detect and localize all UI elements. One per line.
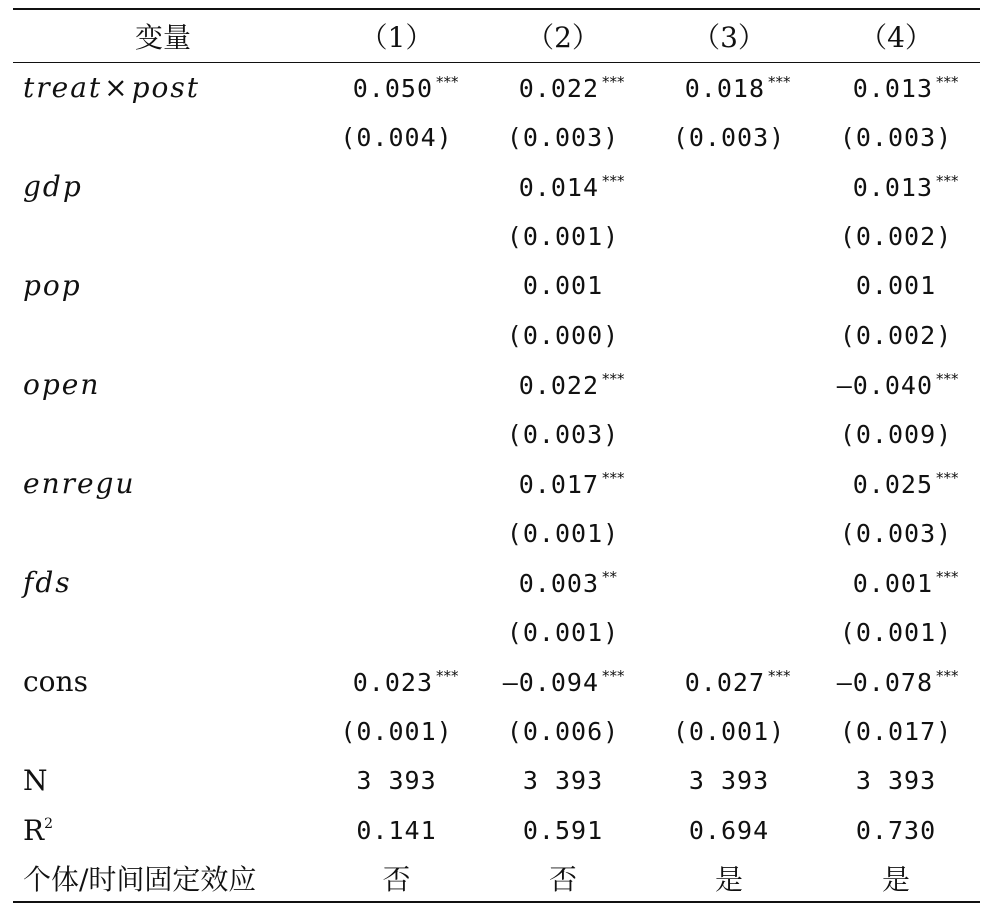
table-row: [13, 410, 980, 460]
se-cell: (0.003): [839, 518, 953, 548]
se-cell: [313, 509, 480, 559]
se-cell: (0.001): [506, 518, 620, 548]
coef-cell: [480, 558, 646, 608]
n-cell: 3 393: [855, 766, 937, 796]
header-variable: 变量: [134, 21, 191, 54]
significance-stars: ***: [936, 567, 959, 586]
r2-cell: 0.730: [855, 815, 937, 845]
coef-value: 0.013: [852, 73, 933, 103]
coef-cell: [646, 657, 812, 707]
row-label-fds: fds: [23, 566, 72, 600]
table-row: [13, 509, 980, 559]
se-cell: [646, 311, 812, 361]
label-treat: treat: [23, 71, 103, 105]
se-cell: (0.001): [506, 221, 620, 251]
se-cell: [313, 608, 480, 658]
coef-value: 0.001: [855, 271, 937, 301]
coef-value: 0.027: [684, 667, 765, 697]
coef-value: —0.078: [836, 667, 933, 697]
coef-value: 0.022: [518, 73, 599, 103]
n-cell: 3 393: [522, 766, 604, 796]
significance-stars: ***: [768, 72, 791, 91]
row-label-cons: cons: [23, 665, 88, 699]
significance-stars: ***: [436, 666, 459, 685]
row-label-fixed-effects: 个体/时间固定效应: [23, 863, 257, 896]
significance-stars: ***: [936, 369, 959, 388]
coef-value: 0.017: [518, 469, 599, 499]
se-cell: [646, 509, 812, 559]
row-label-treat-post: [13, 63, 313, 113]
se-cell: [313, 410, 480, 460]
se-cell: [646, 608, 812, 658]
coef-cell: [480, 162, 646, 212]
coef-cell: [480, 459, 646, 509]
table-row: [13, 707, 980, 757]
se-cell: (0.003): [506, 419, 620, 449]
se-cell: (0.002): [839, 221, 953, 251]
significance-stars: ***: [602, 72, 625, 91]
coef-cell: [480, 657, 646, 707]
n-cell: 3 393: [356, 766, 437, 796]
coef-cell: [646, 261, 812, 311]
se-cell: (0.004): [340, 122, 453, 152]
se-cell: (0.001): [340, 716, 453, 746]
table-row: [13, 558, 980, 608]
significance-stars: ***: [936, 468, 959, 487]
se-cell: (0.003): [672, 122, 786, 152]
header-col-2: （2）: [526, 21, 600, 54]
coef-cell: [313, 657, 480, 707]
significance-stars: ***: [936, 666, 959, 685]
coef-value: 0.003: [518, 568, 599, 598]
coef-cell: [480, 261, 646, 311]
n-cell: 3 393: [688, 766, 770, 796]
row-label-enregu: enregu: [23, 467, 136, 501]
table-row: [13, 113, 980, 163]
coef-cell: [812, 657, 980, 707]
row-label-n: N: [23, 764, 48, 798]
coef-cell: [812, 63, 980, 113]
coef-cell: [812, 459, 980, 509]
coef-value: 0.023: [352, 667, 433, 697]
coef-value: —0.094: [502, 667, 599, 697]
table-row: [13, 261, 980, 311]
r2-superscript: 2: [44, 815, 54, 832]
coef-cell: [480, 63, 646, 113]
significance-stars: ***: [936, 171, 959, 190]
r2-letter: R: [23, 813, 45, 847]
table-row: [13, 806, 980, 856]
coef-value: 0.050: [352, 73, 433, 103]
coef-cell: [646, 63, 812, 113]
coef-cell: [313, 459, 480, 509]
times-sign: ×: [104, 71, 130, 105]
se-cell: (0.001): [506, 617, 620, 647]
coef-value: 0.014: [518, 172, 599, 202]
se-cell: (0.009): [839, 419, 953, 449]
r2-cell: 0.591: [522, 815, 604, 845]
se-cell: (0.003): [839, 122, 953, 152]
coef-cell: [313, 558, 480, 608]
se-cell: [646, 212, 812, 262]
coef-cell: [646, 558, 812, 608]
significance-stars: ***: [436, 72, 459, 91]
header-col-4: （4）: [859, 21, 933, 54]
significance-stars: ***: [602, 468, 625, 487]
significance-stars: **: [602, 567, 617, 586]
se-cell: (0.000): [506, 320, 620, 350]
r2-cell: 0.694: [688, 815, 770, 845]
se-cell: (0.001): [672, 716, 786, 746]
fe-cell: 否: [548, 863, 577, 896]
coef-cell: [313, 360, 480, 410]
coef-value: 0.018: [684, 73, 765, 103]
header-col-3: （3）: [692, 21, 766, 54]
table-row: [13, 212, 980, 262]
se-cell: [313, 212, 480, 262]
se-cell: [646, 410, 812, 460]
se-cell: (0.002): [839, 320, 953, 350]
fe-cell: 是: [714, 863, 743, 896]
row-label-open: open: [23, 368, 101, 402]
table-row: [13, 756, 980, 806]
coef-value: 0.001: [522, 271, 604, 301]
row-label-gdp: gdp: [23, 170, 83, 204]
coef-value: 0.022: [518, 370, 599, 400]
table-row: [13, 459, 980, 509]
coef-cell: [646, 360, 812, 410]
label-post: post: [131, 71, 201, 105]
se-cell: (0.001): [839, 617, 953, 647]
coef-value: 0.025: [852, 469, 933, 499]
coef-value: 0.013: [852, 172, 933, 202]
r2-cell: 0.141: [356, 815, 437, 845]
table-row: [13, 608, 980, 658]
table-row: [13, 657, 980, 707]
row-label-r2: [13, 806, 313, 856]
significance-stars: ***: [602, 171, 625, 190]
significance-stars: ***: [602, 369, 625, 388]
fe-cell: 是: [881, 863, 910, 896]
coef-cell: [812, 162, 980, 212]
table-row: [13, 855, 980, 901]
se-cell: (0.006): [506, 716, 620, 746]
coef-cell: [480, 360, 646, 410]
se-cell: (0.017): [839, 716, 953, 746]
coef-cell: [812, 261, 980, 311]
coef-cell: [313, 63, 480, 113]
row-label-pop: pop: [23, 269, 82, 303]
table-row: [13, 311, 980, 361]
fe-cell: 否: [382, 863, 411, 896]
table-row: [13, 162, 980, 212]
se-cell: (0.003): [506, 122, 620, 152]
significance-stars: ***: [768, 666, 791, 685]
significance-stars: ***: [936, 72, 959, 91]
table-row: [13, 63, 980, 113]
coef-cell: [646, 162, 812, 212]
header-row: [13, 10, 980, 62]
coef-cell: [812, 558, 980, 608]
coef-cell: [313, 162, 480, 212]
coef-cell: [646, 459, 812, 509]
header-col-1: （1）: [359, 21, 434, 54]
coef-value: —0.040: [836, 370, 933, 400]
coef-cell: [313, 261, 480, 311]
coef-cell: [812, 360, 980, 410]
significance-stars: ***: [602, 666, 625, 685]
table-row: [13, 360, 980, 410]
regression-table: [13, 8, 980, 903]
coef-value: 0.001: [852, 568, 933, 598]
se-cell: [313, 311, 480, 361]
